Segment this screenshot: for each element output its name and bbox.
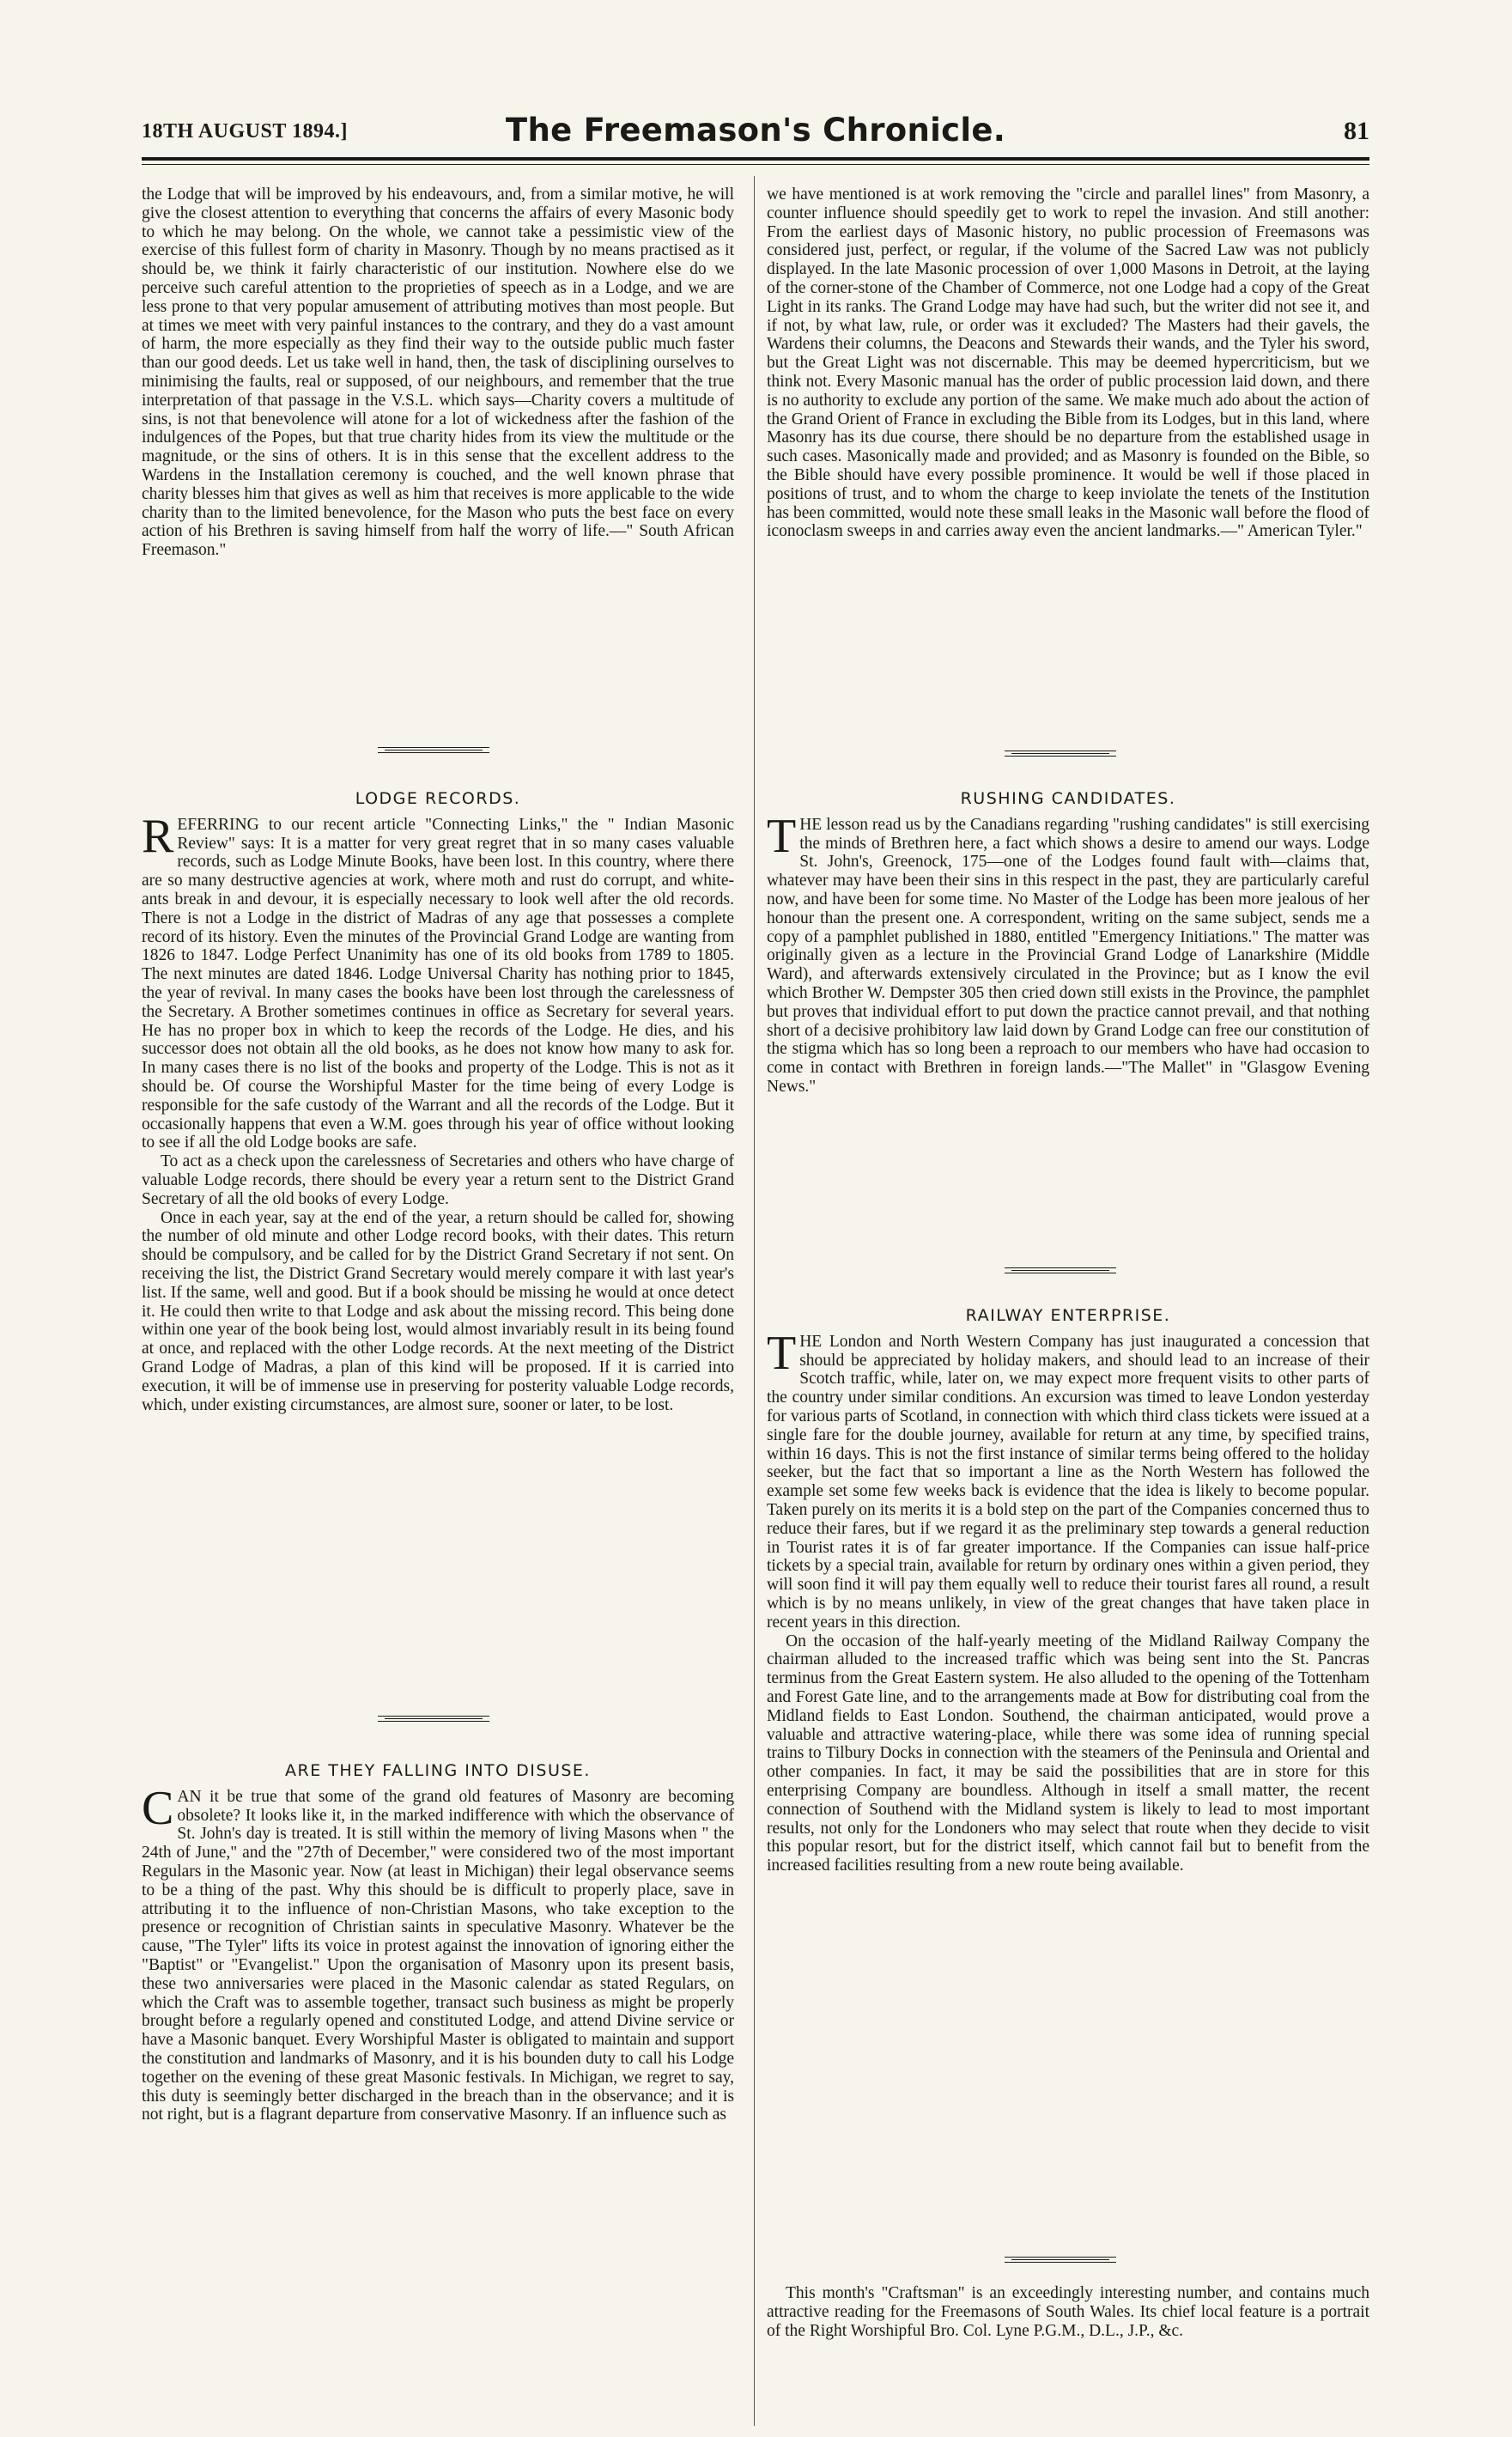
lodge-records-headline: LODGE RECORDS. (355, 789, 521, 808)
lodge-records-para-3: Once in each year, say at the end of the year, a return should be called for, showing the number of old minute and other Lodge record books, with their dates. This return should be compulsory, and be called for by the District Grand Secretary if not sent. On receiving the list, the District Grand Secretary would merely compare it with last year's list. If the same, well and good. But if a book should be missing he would at once detect it. He could then write to that Lodge and ask about the missing record. This being done within one year of the book being lost, would almost invariably result in its being found at once, and replaced with the other Lodge records. At the next meeting of the District Grand Lodge of Madras, a plan of this kind will be proposed. If it is carried into execution, it will be of immense use in preserving for posterity valuable Lodge records, which, under existing circumstances, are almost sure, sooner or later, to be lost. (142, 1208, 734, 1414)
section-separator (1005, 2257, 1116, 2263)
masthead-rule-thick (142, 157, 1369, 161)
railway-para-2: On the occasion of the half-yearly meeting of the Midland Railway Company the chairman alluded to the increased traffic which was being sent into the St. Pancras terminus from the Great Eastern system. He also alluded to the opening of the Tottenham and Forest Gate line, and to the arrangements made at Bow for distributing coal from the Midland fields to East London. Southend, the chairman anticipated, would prove a valuable and attractive watering-place, while there was some idea of running special trains to Tilbury Docks in connection with the steamers of the Peninsula and Oriental and other companies. In fact, it may be said the possibilities that are in store for this enterprising Company are boundless. Although in itself a small matter, the recent connection of Southend with the Midland system is likely to lead to most important results, not only for the Londoners who may select that route when they decide to visit this popular resort, but for the district itself, which cannot fail but to benefit from the increased facilities resulting from a new route being available. (767, 1632, 1369, 1875)
lodge-records-dropcap: R (142, 809, 174, 863)
section-separator (378, 747, 489, 753)
masthead (142, 113, 1369, 156)
disuse-para-1: AN it be true that some of the grand old features of Masonry are becoming obsolete? It looks like it, in the marked indifference with which the observance of St. John's day is treated. It is still within the memory of living Masons when " the 24th of June," and the "27th of December," were considered two of the most important Regulars in the Masonic year. Now (at least in Michigan) their legal observance seems to be a thing of the past. Why this should be is difficult to properly place, save in attributing it to the influence of non-Christian Masons, who take exception to the presence or recognition of Christian saints in speculative Masonry. Whatever be the cause, "The Tyler" lifts its voice in protest against the innovation of ignoring either the "Baptist" or "Evangelist." Upon the organisation of Masonry upon its present basis, these two anniversaries were placed in the Masonic calendar as stated Regulars, on which the Craft was to assemble together, transact such business as might be properly brought before a regularly opened and constituted Lodge, and attend Divine service or have a Masonic banquet. Every Worshipful Master is obligated to maintain and support the constitution and landmarks of Masonry, and it is his bounden duty to call his Lodge together on the evening of these great Masonic festivals. In Michigan, we regret to say, this duty is seemingly better discharged in the breach than in the observance; and it is not right, but is a flagrant departure from conservative Masonry. If an influence such as (142, 1787, 734, 2124)
right-intro-text: we have mentioned is at work removing the "circle and parallel lines" from Masonry, a counter influence should speedily get to work to repel the invasion. And still another: From the earliest days of Masonic history, no public procession of Freemasons was considered just, perfect, or regular, if the volume of the Sacred Law was not publicly displayed. In the late Masonic procession of over 1,000 Masons in Detroit, at the laying of the corner-stone of the Chamber of Commerce, not one Lodge had a copy of the Great Light in its ranks. The Grand Lodge may have had such, but the writer did not see it, and if not, by what law, rule, or order was it excluded? The Masters had their gavels, the Wardens their columns, the Deacons and Stewards their wands, and the Tyler his sword, but the Great Light was not discernable. This may be deemed hypercriticism, but we think not. Every Masonic manual has the order of public procession laid down, and there is no authority to exclude any portion of the same. We make much ado about the action of the Grand Orient of France in excluding the Bible from its Lodges, but in this land, where Masonry has its due course, there should be no departure from the established usage in such cases. Masonically made and provided; and as Masonry is founded on the Bible, so the Bible should have every possible prominence. It would be well if those placed in positions of trust, and to whom the charge to keep inviolate the tenets of the Institution has been committed, would note these small leaks in the Masonic wall before the flood of iconoclasm sweeps in and carries away even the ancient landmarks.—" American Tyler." (767, 185, 1369, 541)
left-intro-text: the Lodge that will be improved by his endeavours, and, from a similar motive, he will give the closest attention to everything that concerns the affairs of every Masonic body to which he may belong. On the whole, we cannot take a pessimistic view of the exercise of this fullest form of charity in Masonry. Though by no means practised as it should be, we think it fairly characteristic of our institution. Nowhere else do we perceive such careful attention to the proprieties of speech as in a Lodge, and we are less prone to that very popular amusement of attributing motives than most people. But at times we meet with very painful instances to the contrary, and they do a vast amount of harm, the more especially as they find their way to the outside public much faster than our good deeds. Let us take well in hand, then, the task of disciplining ourselves to minimising the faults, real or supposed, of our neighbours, and remember that the true interpretation of that passage in the V.S.L. which says—Charity covers a multitude of sins, is not that benevolence will atone for a lot of wickedness after the fashion of the indulgences of the Popes, but that true charity hides from its view the multitude or the magnitude, or the sins of others. It is in this sense that the excellent address to the Wardens in the Installation ceremony is couched, and the well known phrase that charity blesses him that gives as well as him that receives is more applicable to the wide charity than to the limited benevolence, for the Mason who puts the best face on every action of his Brethren is saving himself from half the worry of life.—" South African Freemason." (142, 185, 734, 560)
railway-para-1: HE London and North Western Company has just inaugurated a concession that should be appreciated by holiday makers, and should lead to an increase of their Scotch traffic, while, later on, we may expect more frequent visits to other parts of the country under similar conditions. An excursion was timed to leave London yesterday for various parts of Scotland, in connection with which third class tickets were issued at a single fare for the double journey, available for return at any time, by specified trains, within 16 days. This is not the first instance of similar terms being offered to the holiday seeker, but the fact that so important a line as the North Western has followed the example set some few weeks back is evidence that the idea is likely to become popular. Taken purely on its merits it is a bold step on the part of the Companies concerned thus to reduce their fares, but if we regard it as the preliminary step towards a general reduction in Tourist rates it is of far greater importance. If the Companies can issue half-price tickets by a special train, available for return by ordinary ones within a given period, they will soon find it will pay them equally well to reduce their tourist fares all round, a result which is by no means unlikely, in view of the great changes that have taken place in recent years in this direction. (767, 1332, 1369, 1632)
craftsman-text: This month's "Craftsman" is an exceedingly interesting number, and contains much attractive reading for the Freemasons of South Wales. Its chief local feature is a portrait of the Right Worshipful Bro. Col. Lyne P.G.M., D.L., J.P., &c. (767, 2284, 1369, 2340)
lodge-records-para-1: EFERRING to our recent article "Connecting Links," the " Indian Masonic Review" says: It is a matter for very great regret that in so many cases valuable records, such as Lodge Minute Books, have been lost. In this country, where there are so many destructive agencies at work, where moth and rust do corrupt, and white-ants break in and devour, it is especially necessary to look well after the old records. There is not a Lodge in the district of Madras of any age that possesses a complete record of its history. Even the minutes of the Provincial Grand Lodge are wanting from 1826 to 1847. Lodge Perfect Unanimity has one of its old books from 1789 to 1805. The next minutes are dated 1846. Lodge Universal Charity has nothing prior to 1845, the year of revival. In many cases the books have been lost through the carelessness of the Secretary. A Brother sometimes continues in office as Secretary for several years. He has no proper box in which to keep the records of the Lodge. He dies, and his successor does not obtain all the old books, as he does not know how many to ask for. In many cases there is no list of the books and property of the Lodge. This is not as it should be. Of course the Worshipful Master for the time being of every Lodge is responsible for the safe custody of the Warrant and all the records of the Lodge. But it occasionally happens that even a W.M. goes through his year of office without looking to see if all the old Lodge books are safe. (142, 815, 734, 1152)
railway-headline: RAILWAY ENTERPRISE. (965, 1306, 1171, 1325)
disuse-headline: ARE THEY FALLING INTO DISUSE. (285, 1761, 591, 1780)
section-separator (1005, 1267, 1116, 1273)
issue-date: 18TH AUGUST 1894.] (142, 120, 348, 143)
masthead-rule-thin (142, 164, 1369, 165)
disuse-article (142, 1762, 734, 2124)
column-divider (754, 176, 755, 2426)
railway-article (767, 1307, 1369, 1875)
lodge-records-para-2: To act as a check upon the carelessness of Secretaries and others who have charge of valuable Lodge records, there should be every year a return sent to the District Grand Secretary of all the old books of every Lodge. (142, 1152, 734, 1208)
rushing-headline: RUSHING CANDIDATES. (960, 789, 1176, 808)
section-separator (1005, 751, 1116, 757)
disuse-dropcap: C (142, 1781, 174, 1835)
craftsman-note (767, 2284, 1369, 2340)
railway-dropcap: T (767, 1326, 797, 1380)
right-intro-block (767, 185, 1369, 541)
rushing-article (767, 790, 1369, 1097)
lodge-records-article (142, 790, 734, 1414)
left-intro-block (142, 185, 734, 560)
section-separator (378, 1716, 489, 1722)
rushing-dropcap: T (767, 809, 797, 863)
rushing-para-1: HE lesson read us by the Canadians regarding "rushing candidates" is still exercising the minds of Brethren here, a fact which shows a desire to amend our ways. Lodge St. John's, Greenock, 175—one of the Lodges found fault with—claims that, whatever may have been their sins in this respect in the past, they are particularly careful now, and have been for some time. No Master of the Lodge has been more jealous of her honour than the present one. A correspondent, writing on the same subject, sends me a copy of a pamphlet published in 1880, entitled "Emergency Initiations." The matter was originally given as a lecture in the Provincial Grand Lodge of Lanarkshire (Middle Ward), and afterwards extensively circulated in the Province; but as I know the evil which Brother W. Dempster 305 then cried down still exists in the Province, the pamphlet but proves that individual effort to put down the practice cannot prevail, and that nothing short of a decisive prohibitory law laid down by Grand Lodge can free our constitution of the stigma which has so long been a reproach to our members who have had occasion to come in contact with Brethren in foreign lands.—"The Mallet" in "Glasgow Evening News." (767, 815, 1369, 1096)
page-number: 81 (1344, 117, 1369, 145)
publication-title: The Freemason's Chronicle. (505, 112, 1006, 149)
